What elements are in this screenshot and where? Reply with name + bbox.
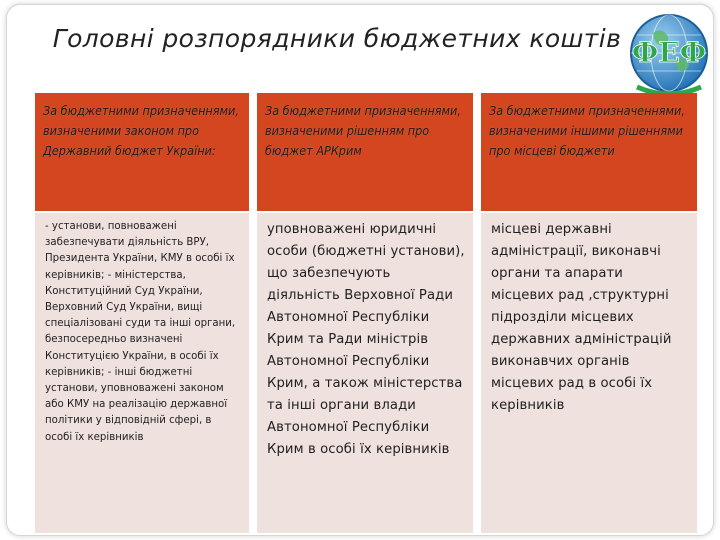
globe-logo-icon bbox=[623, 9, 714, 101]
slide bbox=[6, 4, 714, 536]
table-cell: - установи, повноважені забезпечувати діяльність ВРУ, Президента України, КМУ в особі їх керівників; - міністерства, Конституційний Суд України, Верховний Суд України, вищі спеціалізовані суди та інші органи, безпосередньо визначені Конституцією України, в особі їх керівників; - інші бюджетні установи, уповноважені законом або КМУ на реалізацію державної політики у відповідній сфері, в особі їх керівників bbox=[35, 213, 249, 533]
table-cell: місцеві державні адміністрації, виконавчі органи та апарати місцевих рад ,структурні підрозділи місцевих державних адміністрацій виконавчих органів місцевих рад в особі їх керівників bbox=[481, 213, 697, 533]
table-header-cell: За бюджетними призначеннями, визначеними іншими рішеннями про місцеві бюджети bbox=[481, 93, 697, 211]
table-header-cell: За бюджетними призначеннями, визначеними рішенням про бюджет АРКрим bbox=[257, 93, 473, 211]
logo-letters: ФЕФ bbox=[631, 36, 707, 69]
budget-table bbox=[35, 93, 699, 533]
slide-title: Головні розпорядники бюджетних коштів bbox=[52, 24, 622, 53]
table-cell: уповноважені юридичні особи (бюджетні установи), що забезпечують діяльність Верховної Ради Автономної Республіки Крим та Ради міністрів Автономної Республіки Крим, а також міністерства та інші органи влади Автономної Республіки Крим в особі їх керівників bbox=[257, 213, 473, 533]
table-header-cell: За бюджетними призначеннями, визначеними законом про Державний бюджет України: bbox=[35, 93, 249, 211]
